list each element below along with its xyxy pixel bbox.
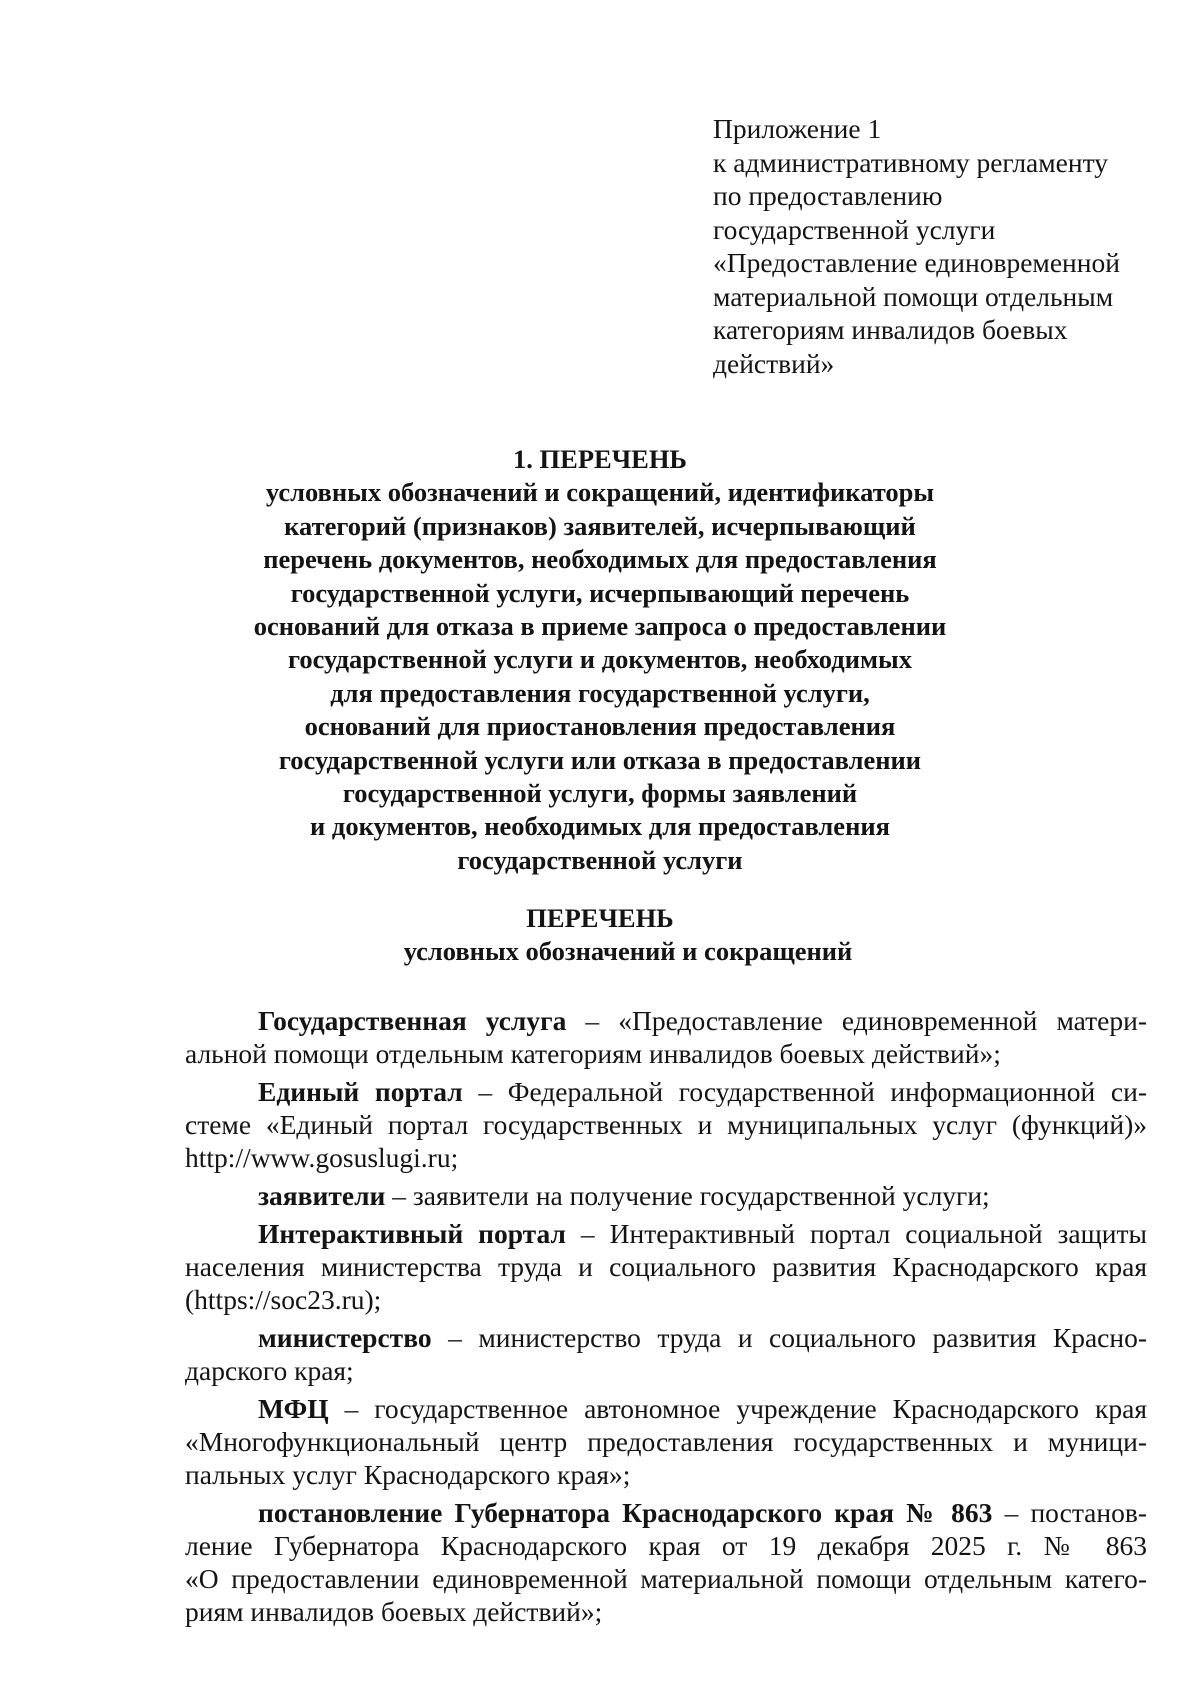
definition-first-line bbox=[185, 1179, 1147, 1212]
main-title-line: государственной услуги или отказа в предоставлении bbox=[278, 744, 922, 775]
definition-line: (https://soc23.ru); bbox=[185, 1284, 382, 1315]
definition-term: Интерактивный портал bbox=[258, 1218, 566, 1249]
definition-term: Государственная услуга bbox=[258, 1005, 567, 1036]
definition-line: альной помощи отдельным категориям инвалидов боевых действий»; bbox=[185, 1038, 1001, 1069]
definition-text: – Интерактивный портал социальной защиты bbox=[565, 1218, 1147, 1249]
appendix-line: государственной услуги bbox=[713, 213, 996, 245]
definition-first-line bbox=[185, 1496, 1147, 1529]
definition-item bbox=[185, 1496, 1147, 1628]
sub-title bbox=[170, 902, 1030, 969]
definition-term: постановление Губернатора Краснодарского края № 863 bbox=[258, 1497, 993, 1528]
definitions-list bbox=[185, 1004, 1147, 1633]
definition-line: населения министерства труда и социального развития Краснодарского края bbox=[185, 1251, 1147, 1282]
main-title-line: оснований для отказа в приеме запроса о предоставлении bbox=[253, 611, 947, 642]
definition-line: ление Губернатора Краснодарского края от 19 декабря 2025 г. № 863 bbox=[185, 1530, 1147, 1561]
appendix-line: категориям инвалидов боевых bbox=[713, 314, 1068, 345]
appendix-line: материальной помощи отдельным bbox=[713, 280, 1114, 312]
definition-text: – постанов- bbox=[992, 1497, 1147, 1528]
main-title-line: оснований для приостановления предоставления bbox=[304, 711, 896, 742]
definition-term: заявители bbox=[258, 1180, 386, 1211]
definition-item bbox=[185, 1392, 1147, 1491]
definition-line: «Многофункциональный центр предоставления государственных и муници- bbox=[185, 1426, 1147, 1457]
definition-text: – «Предоставление единовременной матери- bbox=[566, 1005, 1148, 1036]
main-title-line: перечень документов, необходимых для предоставления bbox=[263, 544, 937, 575]
appendix-line: Приложение 1 bbox=[713, 113, 882, 144]
definition-line: риям инвалидов боевых действий»; bbox=[185, 1596, 603, 1627]
definition-text: – Федеральной государственной информационной си- bbox=[462, 1076, 1147, 1107]
definition-text: – заявители на получение государственной услуги; bbox=[385, 1180, 990, 1211]
definition-text: – министерство труда и социального развития Красно- bbox=[431, 1322, 1147, 1353]
main-title-line: государственной услуги bbox=[457, 844, 743, 875]
main-title-line: государственной услуги, формы заявлений bbox=[342, 778, 858, 809]
main-title bbox=[170, 443, 1030, 877]
main-title-line: категорий (признаков) заявителей, исчерпывающий bbox=[284, 510, 916, 541]
appendix-line: по предоставлению bbox=[713, 180, 943, 211]
definition-item bbox=[185, 1075, 1147, 1174]
appendix-line: к административному регламенту bbox=[713, 146, 1108, 178]
definition-term: министерство bbox=[258, 1322, 432, 1353]
main-title-line: и документов, необходимых для предоставления bbox=[310, 811, 890, 842]
definition-first-line bbox=[185, 1321, 1147, 1354]
definition-line: пальных услуг Краснодарского края»; bbox=[185, 1459, 631, 1490]
definition-line: стеме «Единый портал государственных и муниципальных услуг (функций)» bbox=[185, 1109, 1147, 1140]
definition-term: Единый портал bbox=[258, 1076, 463, 1107]
definition-item bbox=[185, 1321, 1147, 1387]
definition-first-line bbox=[185, 1392, 1147, 1425]
definition-line: дарского края; bbox=[185, 1355, 354, 1386]
definition-first-line bbox=[185, 1075, 1147, 1108]
main-title-line: государственной услуги и документов, необходимых bbox=[288, 644, 912, 675]
definition-item bbox=[185, 1004, 1147, 1070]
main-title-line: государственной услуги, исчерпывающий перечень bbox=[290, 577, 910, 608]
main-title-line: 1. ПЕРЕЧЕНЬ bbox=[513, 444, 687, 474]
definition-line: «О предоставлении единовременной материальной помощи отдельным катего- bbox=[185, 1563, 1147, 1594]
sub-title-heading: ПЕРЕЧЕНЬ bbox=[526, 903, 674, 933]
definition-term: МФЦ bbox=[258, 1393, 329, 1424]
appendix-header bbox=[713, 112, 1173, 380]
definition-line: http://www.gosuslugi.ru; bbox=[185, 1142, 459, 1173]
definition-item bbox=[185, 1217, 1147, 1316]
definition-text: – государственное автономное учреждение Краснодарского края bbox=[328, 1393, 1147, 1424]
definition-first-line bbox=[185, 1217, 1147, 1250]
definition-item bbox=[185, 1179, 1147, 1212]
main-title-line: условных обозначений и сокращений, идентификаторы bbox=[265, 477, 935, 508]
main-title-line: для предоставления государственной услуги, bbox=[330, 677, 870, 708]
definition-first-line bbox=[185, 1004, 1147, 1037]
sub-title-caption: условных обозначений и сокращений bbox=[403, 936, 853, 967]
appendix-line: «Предоставление единовременной bbox=[713, 247, 1120, 278]
appendix-line: действий» bbox=[713, 347, 835, 379]
